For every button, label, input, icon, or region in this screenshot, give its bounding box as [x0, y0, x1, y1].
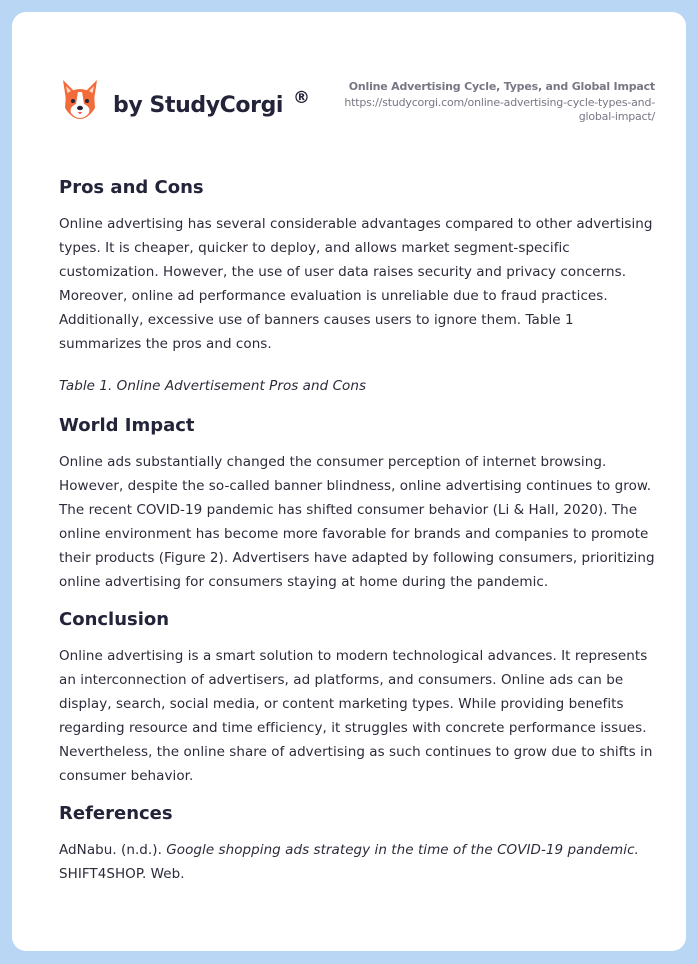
paragraph-world-impact: Online ads substantially changed the consumer perception of internet browsing. However, despite the so-called banner blindness, online advertising continues to grow. The recent COVID-19 pandemic has shifted consumer behavior (Li & Hall, 2020). The online environment has become more favorable for brands and companies to promote their products (Figure 2). Advertisers have adapted by following consumers, prioritizing online advertising for consumers staying at home during the pandemic.	[59, 454, 655, 590]
logo-wordmark: by StudyCorgi	[113, 92, 284, 118]
article-content	[59, 177, 659, 886]
studycorgi-logo[interactable]	[60, 78, 310, 120]
document-title: Online Advertising Cycle, Types, and Global Impact	[348, 80, 655, 93]
table-caption: Table 1. Online Advertisement Pros and Cons	[59, 378, 367, 394]
reference-item	[59, 838, 659, 886]
paragraph-pros-and-cons: Online advertising has several considerable advantages compared to other advertising types. It is cheaper, quicker to deploy, and allows market segment-specific customization. However, the use of user data raises security and privacy concerns. Moreover, online ad performance evaluation is unreliable due to fraud practices. Additionally, excessive use of banners causes users to ignore them. Table 1 summarizes the pros and cons.	[59, 216, 653, 352]
corgi-logo-icon	[60, 78, 100, 120]
reference-author: AdNabu. (n.d.).	[59, 842, 162, 858]
heading-world-impact: World Impact	[59, 415, 195, 436]
reference-source: SHIFT4SHOP. Web.	[59, 866, 185, 882]
registered-mark: ®	[293, 88, 310, 108]
document-meta	[315, 80, 655, 124]
heading-references: References	[59, 803, 173, 824]
paragraph-conclusion: Online advertising is a smart solution to modern technological advances. It represents an interconnection of advertisers, ad platforms, and consumers. Online ads can be display, search, social media, or content marketing types. While providing benefits regarding resource and time efficiency, it struggles with concrete performance issues. Nevertheless, the online share of advertising as such continues to grow due to shifts in consumer behavior.	[59, 648, 653, 784]
document-url[interactable]: https://studycorgi.com/online-advertising-cycle-types-and-global-impact/	[344, 96, 655, 123]
heading-conclusion: Conclusion	[59, 609, 170, 630]
reference-title: Google shopping ads strategy in the time of the COVID-19 pandemic.	[166, 842, 639, 858]
page-card	[12, 12, 686, 951]
heading-pros-and-cons: Pros and Cons	[59, 177, 204, 198]
